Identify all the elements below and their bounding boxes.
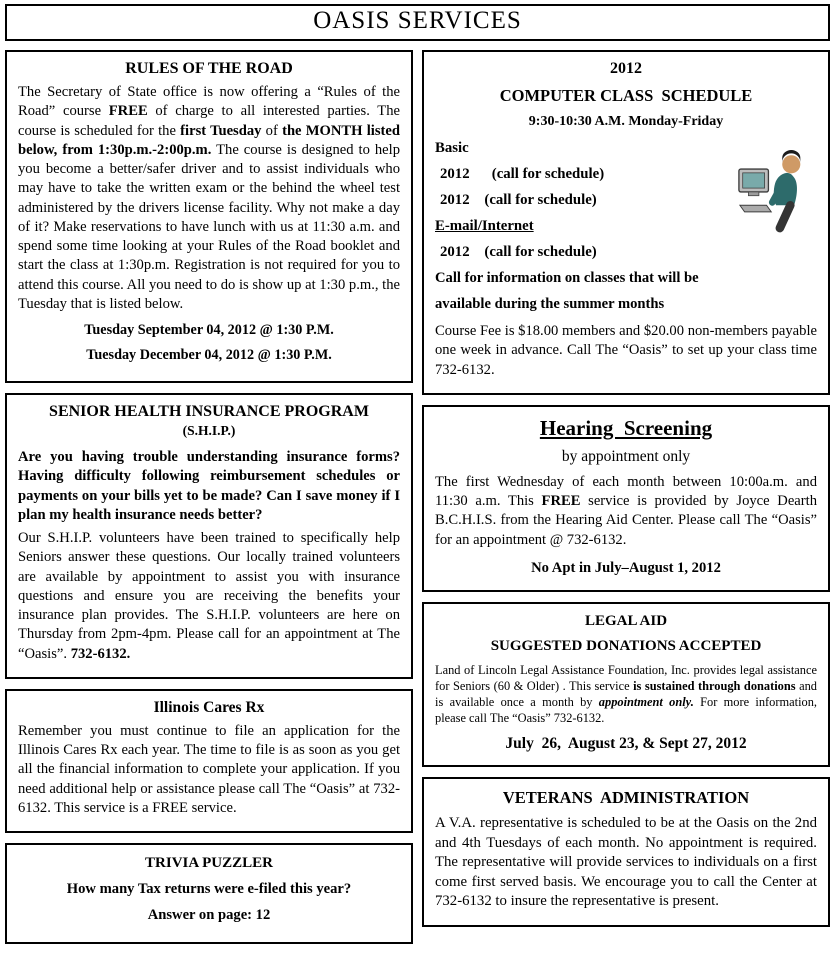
legal-aid-title: LEGAL AID [584,612,668,629]
computer-class-time: 9:30-10:30 A.M. Monday-Friday [528,114,724,129]
trivia-answer: Answer on page: 12 [147,907,271,923]
ship-questions: Are you having trouble understanding insurance forms? Having difficulty following reimbursement schedules or payments on your bills yet to be made? Can I save money if I plan my health insurance needs better? [18,449,400,523]
keyboard-icon [740,205,771,212]
email-internet-class-label: E-mail/Internet [435,218,534,234]
basic-class-row: 2012 (call for schedule) [440,192,597,208]
section-senior-health-insurance [5,393,413,679]
ship-title: SENIOR HEALTH INSURANCE PROGRAM [49,403,369,420]
hearing-body: The first Wednesday of each month between 10:00a.m. and 11:30 a.m. This FREE service is provided by Joyce Dearth B.C.H.I.S. from the Hearing Aid Center. Please call The “Oasis” for an appointment @ 732-6132. [435,473,817,548]
computer-class-year: 2012 [610,60,642,77]
veterans-title: VETERANS ADMINISTRATION [502,788,750,808]
computer-class-fee-note: Course Fee is $18.00 members and $20.00 non-members payable one week in advance. Call The “Oasis” to set up your class time 732-6132. [435,323,817,378]
section-illinois-cares-rx [5,689,413,833]
basic-class-row: 2012 (call for schedule) [440,166,605,182]
illinois-cares-body: Remember you must continue to file an application for the Illinois Cares Rx each year. The time to file is as soon as you get all the financial information to complete your application. If you need additional help or assistance please call The “Oasis” at 732-6132. This service is a FREE service. [18,722,400,816]
rules-body: The Secretary of State office is now offering a “Rules of the Road” course FREE of charge to all interested parties. The course is scheduled for the first Tuesday of the MONTH listed below, from 1:30p.m.-2:00p.m. The course is designed to help you become a better/safer driver and to assist individuals who may have to take the written exam or the behind the wheel test administered by the drivers license facility. Why not make a day of it? Make reservations to have lunch with us at 11:30 a.m. and spend some time looking at your Rules of the Road booklet and start the class at 1:30p.m. Registration is not required for you to attend this course. All you need to do is show up at 1:30 p.m., the Tuesday that is listed below. [18,84,400,312]
hearing-title: Hearing Screening [539,415,713,440]
ship-body: Our S.H.I.P. volunteers have been trained to specifically help Seniors answer these questions. Our locally trained volunteers are available by appointment to assist you with insurance questions and ensure you are receiving the benefits your insurance plan provides. The S.H.I.P. volunteers are here on Thursday from 2pm-4pm. Please call for an appointment at The “Oasis”. 732-6132. [18,530,400,662]
hearing-no-appointment-note: No Apt in July–August 1, 2012 [531,559,721,576]
ship-subtitle: (S.H.I.P.) [182,423,236,438]
person-at-computer-clipart [737,146,817,239]
rules-date-december: Tuesday December 04, 2012 @ 1:30 P.M. [86,347,332,363]
seated-person-icon [772,150,800,228]
section-veterans-administration [422,777,830,927]
right-column [422,50,830,937]
trivia-title: TRIVIA PUZZLER [145,855,273,871]
computer-class-schedule-list [435,140,817,313]
basic-class-label: Basic [435,140,469,156]
section-computer-class-schedule [422,50,830,395]
legal-aid-subtitle: SUGGESTED DONATIONS ACCEPTED [490,637,762,654]
content-columns [5,50,830,954]
computer-monitor-icon [739,169,769,196]
legal-aid-body: Land of Lincoln Legal Assistance Foundation, Inc. provides legal assistance for Seniors (60 & Older) . This service is sustained through donations and is available once a month by appointment only. For more information, please call The “Oasis” 732-6132. [435,662,818,726]
rules-date-september: Tuesday September 04, 2012 @ 1:30 P.M. [84,322,334,338]
rules-title: RULES OF THE ROAD [125,60,293,77]
hearing-subtitle: by appointment only [561,447,691,465]
computer-class-title: COMPUTER CLASS SCHEDULE [499,86,753,105]
section-trivia-puzzler [5,843,413,944]
illinois-cares-title: Illinois Cares Rx [153,698,265,716]
newsletter-page [0,4,835,954]
summer-classes-note: available during the summer months [435,296,665,312]
section-legal-aid [422,602,830,768]
left-column [5,50,413,954]
email-internet-class-row: 2012 (call for schedule) [440,244,597,260]
page-title: OASIS SERVICES [313,7,522,34]
section-rules-of-the-road [5,50,413,383]
summer-classes-note: Call for information on classes that will be [435,270,699,286]
trivia-question: How many Tax returns were e-filed this year? [66,881,352,897]
section-hearing-screening [422,405,830,592]
veterans-body: A V.A. representative is scheduled to be at the Oasis on the 2nd and 4th Tuesdays of each month. No appointment is required. The representative will provide services to individuals on a first come first served basis. We encourage you to call the Center at 732-6132 to insure the representative is present. [435,815,817,910]
page-title-box [5,4,830,41]
legal-aid-dates: July 26, August 23, & Sept 27, 2012 [505,735,747,753]
